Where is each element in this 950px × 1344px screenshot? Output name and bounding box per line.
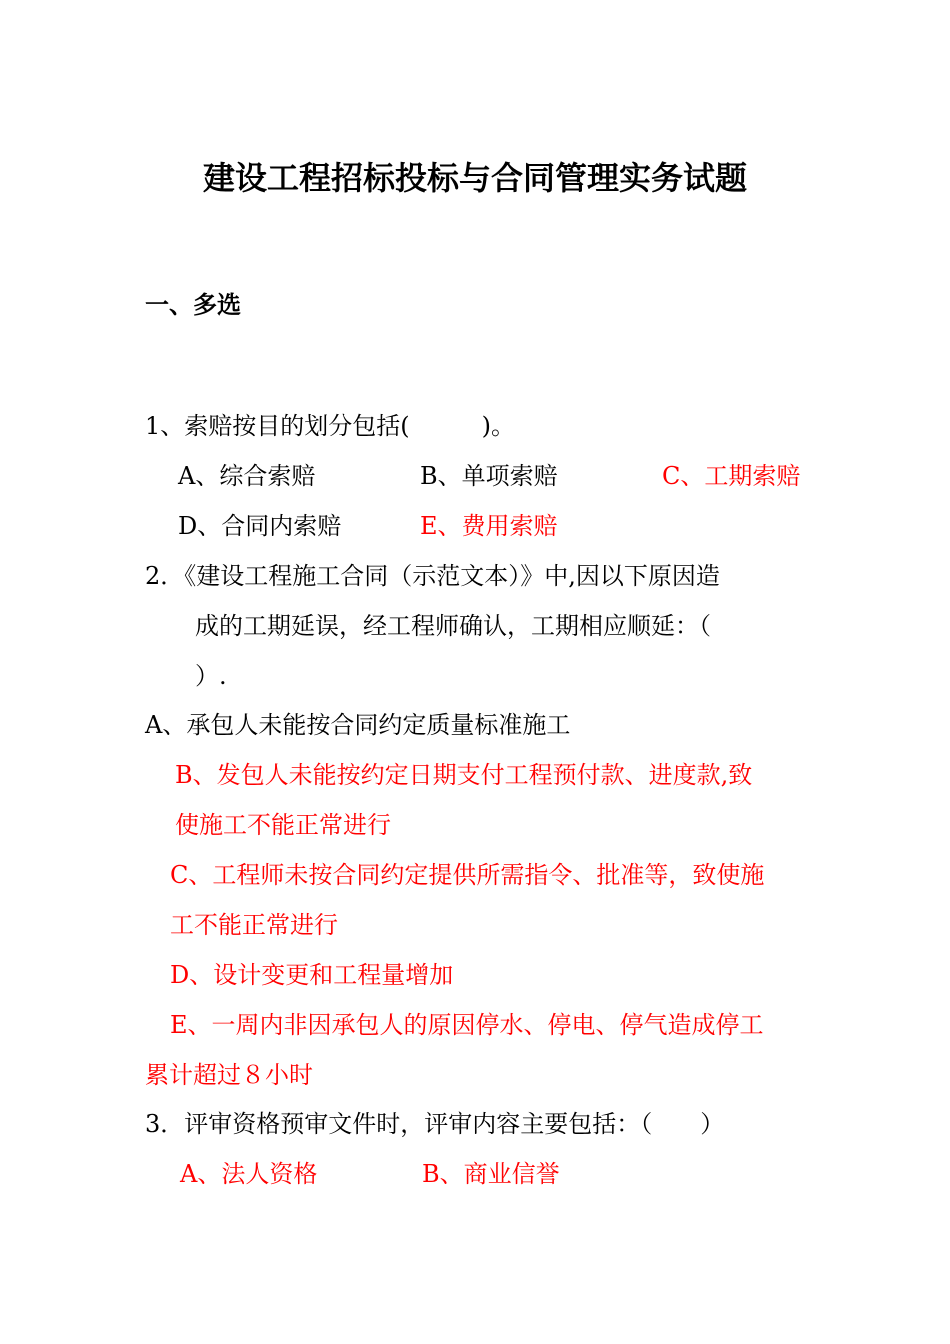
- question-1-option-d: D、合同内索赔: [178, 512, 342, 540]
- question-2-option-e-line-2: 累计超过８小时: [145, 1061, 313, 1089]
- question-1-option-b: B、单项索赔: [420, 462, 558, 490]
- question-2-option-c-line-1: C、工程师未按合同约定提供所需指令、批准等，致使施: [170, 861, 765, 889]
- document-title: 建设工程招标投标与合同管理实务试题: [202, 159, 747, 197]
- question-3-stem: 3．评审资格预审文件时，评审内容主要包括：（ ）: [145, 1110, 725, 1138]
- section-heading: 一、多选: [145, 291, 241, 319]
- question-2-option-b-line-2: 使施工不能正常进行: [175, 811, 391, 839]
- question-1-option-a: A、综合索赔: [178, 462, 316, 490]
- question-2-option-d: D、设计变更和工程量增加: [170, 961, 454, 989]
- question-1-option-e: E、费用索赔: [420, 512, 558, 540]
- question-1-stem: 1、索赔按目的划分包括( )。: [145, 412, 515, 440]
- question-2-option-b-line-1: B、发包人未能按约定日期支付工程预付款、进度款,致: [175, 761, 753, 789]
- question-1-option-c: C、工期索赔: [662, 462, 801, 490]
- question-3-option-b: B、商业信誉: [422, 1160, 560, 1188]
- question-2-stem-line-1: 2．《建设工程施工合同（示范文本）》中,因以下原因造: [145, 562, 720, 590]
- question-3-option-a: A、法人资格: [180, 1160, 318, 1188]
- question-2-option-c-line-2: 工不能正常进行: [170, 911, 338, 939]
- question-2-option-a: A、承包人未能按合同约定质量标准施工: [145, 711, 571, 739]
- question-2-option-e-line-1: E、一周内非因承包人的原因停水、停电、停气造成停工: [170, 1011, 764, 1039]
- question-2-stem-line-2: 成的工期延误，经工程师确认，工期相应顺延：（: [195, 612, 711, 640]
- question-2-stem-line-3: ）.: [195, 662, 227, 690]
